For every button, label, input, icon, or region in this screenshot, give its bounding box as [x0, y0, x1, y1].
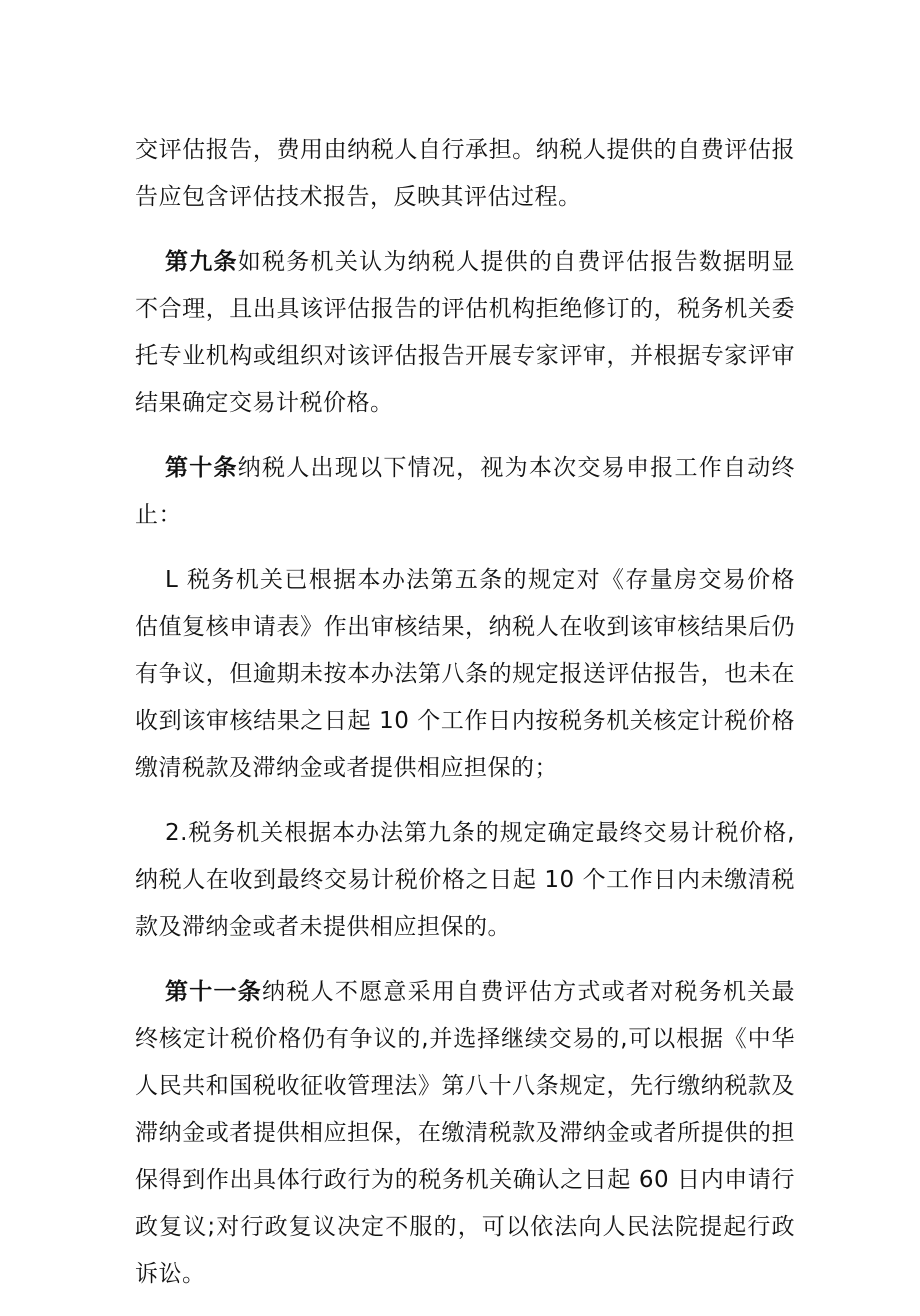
paragraph-continued: [135, 127, 795, 221]
article-text: 如税务机关认为纳税人提供的自费评估报告数据明显不合理，且出具该评估报告的评估机构拒绝修订的，税务机关委托专业机构或组织对该评估报告开展专家评审，并根据专家评审结果确定交易计税价格。: [135, 249, 796, 416]
paragraph-text: 交评估报告，费用由纳税人自行承担。纳税人提供的自费评估报告应包含评估技术报告，反映其评估过程。: [135, 137, 795, 210]
list-item-text: 2.税务机关根据本办法第九条的规定确定最终交易计税价格,纳税人在收到最终交易计税价格之日起 10 个工作日内未缴清税款及滞纳金或者未提供相应担保的。: [135, 820, 795, 940]
article-heading: 第九条: [165, 249, 238, 275]
article-heading: 第十条: [165, 455, 238, 481]
document-body: [135, 127, 795, 1316]
article-11: [135, 969, 795, 1298]
list-item-1: [135, 557, 795, 792]
article-text: 纳税人出现以下情况，视为本次交易申报工作自动终止：: [135, 455, 796, 528]
list-item-2: [135, 810, 795, 951]
article-heading: 第十一条: [165, 979, 263, 1005]
article-10: [135, 445, 795, 539]
list-item-text: L 税务机关已根据本办法第五条的规定对《存量房交易价格估值复核申请表》作出审核结果，纳税人在收到该审核结果后仍有争议，但逾期未按本办法第八条的规定报送评估报告，也未在收到该审核结果之日起 10 个工作日内按税务机关核定计税价格缴清税款及滞纳金或者提供相应担保的；: [135, 567, 795, 781]
article-text: 纳税人不愿意采用自费评估方式或者对税务机关最终核定计税价格仍有争议的,并选择继续交易的,可以根据《中华人民共和国税收征收管理法》第八十八条规定，先行缴纳税款及滞纳金或者提供相应担保，在缴清税款及滞纳金或者所提供的担保得到作出具体行政行为的税务机关确认之日起 60 日内申请行政复议;对行政复议决定不服的，可以依法向人民法院提起行政诉讼。: [135, 979, 796, 1287]
article-9: [135, 239, 795, 427]
